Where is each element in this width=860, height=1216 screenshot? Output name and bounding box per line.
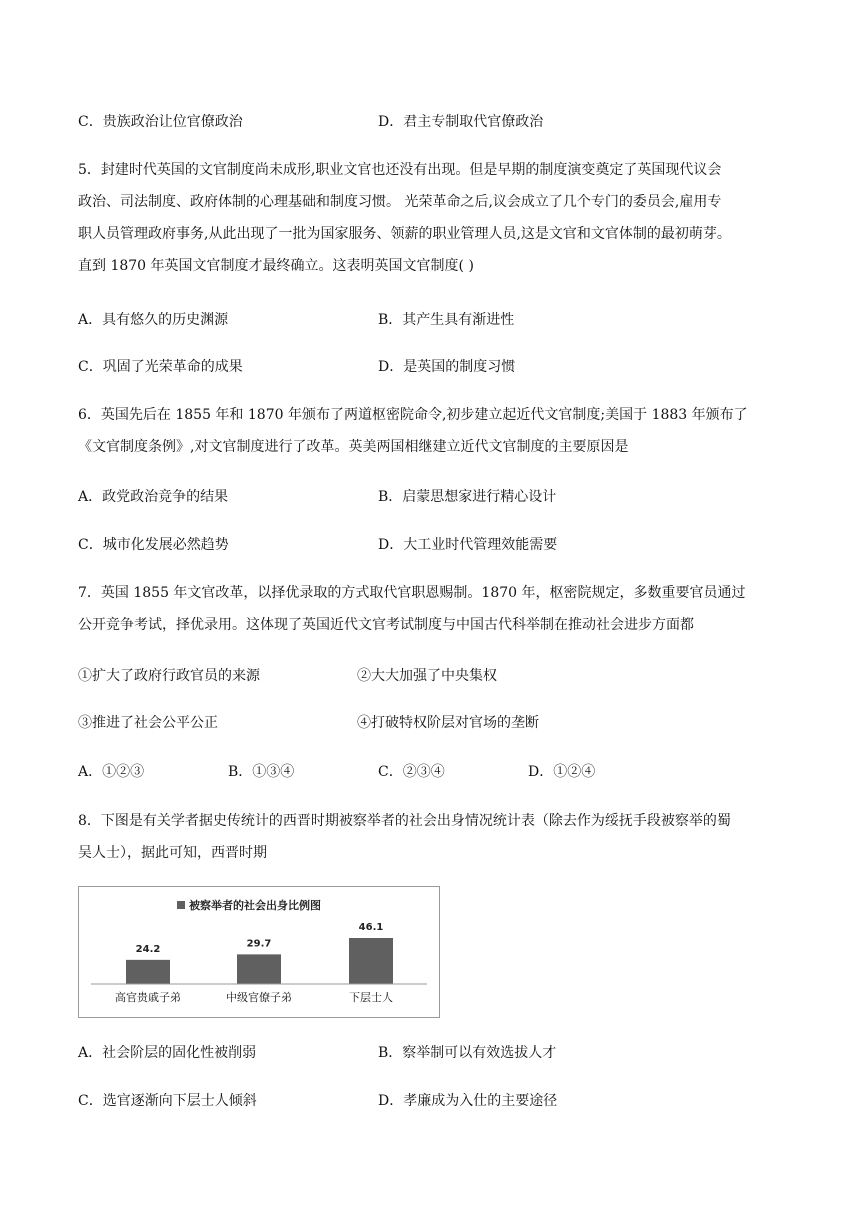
q7-item-2: ②大大加强了中央集权 [357,668,497,684]
q4-option-c: C．贵族政治让位官僚政治 [78,114,243,130]
q5-option-a: A．具有悠久的历史渊源 [78,312,229,328]
q6-stem-line: 《文官制度条例》,对文官制度进行了改革。英美两国相继建立近代文官制度的主要原因是 [78,439,629,455]
category-label: 中级官僚子弟 [226,991,292,1004]
category-label: 下层士人 [349,991,393,1004]
chart-title: 被察举者的社会出身比例图 [189,899,321,912]
q8-option-d: D．孝廉成为入仕的主要途径 [378,1093,558,1109]
q5-stem-line: 直到 1870 年英国文官制度才最终确立。这表明英国文官制度( ) [78,258,474,274]
q7-option-a: A．①②③ [78,764,145,780]
category-label: 高官贵戚子弟 [115,991,181,1004]
bar [349,938,393,984]
q5-stem [78,154,786,282]
bar-value-label: 24.2 [135,943,161,955]
q6-stem-line: 6．英国先后在 1855 年和 1870 年颁布了两道枢密院命令,初步建立起近代文官制度;美国于 1883 年颁布了 [78,407,748,423]
q4-option-d: D．君主专制取代官僚政治 [378,114,544,130]
q8-stem-line: 吴人士），据此可知，西晋时期 [78,845,267,861]
q7-stem-line: 公开竞争考试，择优录用。这体现了英国近代文官考试制度与中国古代科举制在推动社会进步方面都 [78,617,694,633]
q7-item-1: ①扩大了政府行政官员的来源 [78,668,260,684]
q8-stem [78,805,786,869]
q5-option-b: B．其产生具有渐进性 [378,312,515,328]
q6-option-d: D．大工业时代管理效能需要 [378,537,558,553]
chart-canvas [79,887,439,1017]
q7-stem [78,577,786,641]
q6-option-b: B．启蒙思想家进行精心设计 [378,489,557,505]
q7-option-c: C．②③④ [378,764,445,780]
q7-item-3: ③推进了社会公平公正 [78,715,218,731]
q5-option-c: C．巩固了光荣革命的成果 [78,359,243,375]
chart-bars [115,922,393,1004]
q5-option-d: D．是英国的制度习惯 [378,359,516,375]
bar-value-label: 29.7 [246,938,272,950]
q7-stem-line: 7．英国 1855 年文官改革，以择优录取的方式取代官职恩赐制。1870 年，枢密院规定，多数重要官员通过 [78,585,746,601]
bar-value-label: 46.1 [358,922,384,933]
q6-option-a: A．政党政治竞争的结果 [78,489,229,505]
q8-stem-line: 8．下图是有关学者据史传统计的西晋时期被察举者的社会出身情况统计表（除去作为绥抚手段被察举的蜀 [78,813,731,829]
q5-stem-line: 5．封建时代英国的文官制度尚未成形,职业文官也还没有出现。但是早期的制度演变奠定了英国现代议会 [78,162,722,178]
q5-stem-line: 政治、司法制度、政府体制的心理基础和制度习惯。 光荣革命之后,议会成立了几个专门的委员会,雇用专 [78,194,722,210]
q6-option-c: C．城市化发展必然趋势 [78,537,229,553]
bar [237,954,281,984]
q7-item-4: ④打破特权阶层对官场的垄断 [357,715,539,731]
bar [126,960,170,984]
q8-option-a: A．社会阶层的固化性被削弱 [78,1045,257,1061]
q5-stem-line: 职人员管理政府事务,从此出现了一批为国家服务、领薪的职业管理人员,这是文官和文官体制的最初萌芽。 [78,226,731,242]
legend-swatch [177,901,185,909]
q8-bar-chart [78,886,440,1018]
q8-option-b: B．察举制可以有效选拔人才 [378,1045,557,1061]
q8-option-c: C．选官逐渐向下层士人倾斜 [78,1093,257,1109]
q7-option-d: D．①②④ [528,764,596,780]
q7-option-b: B．①③④ [228,764,295,780]
q6-stem [78,399,786,463]
